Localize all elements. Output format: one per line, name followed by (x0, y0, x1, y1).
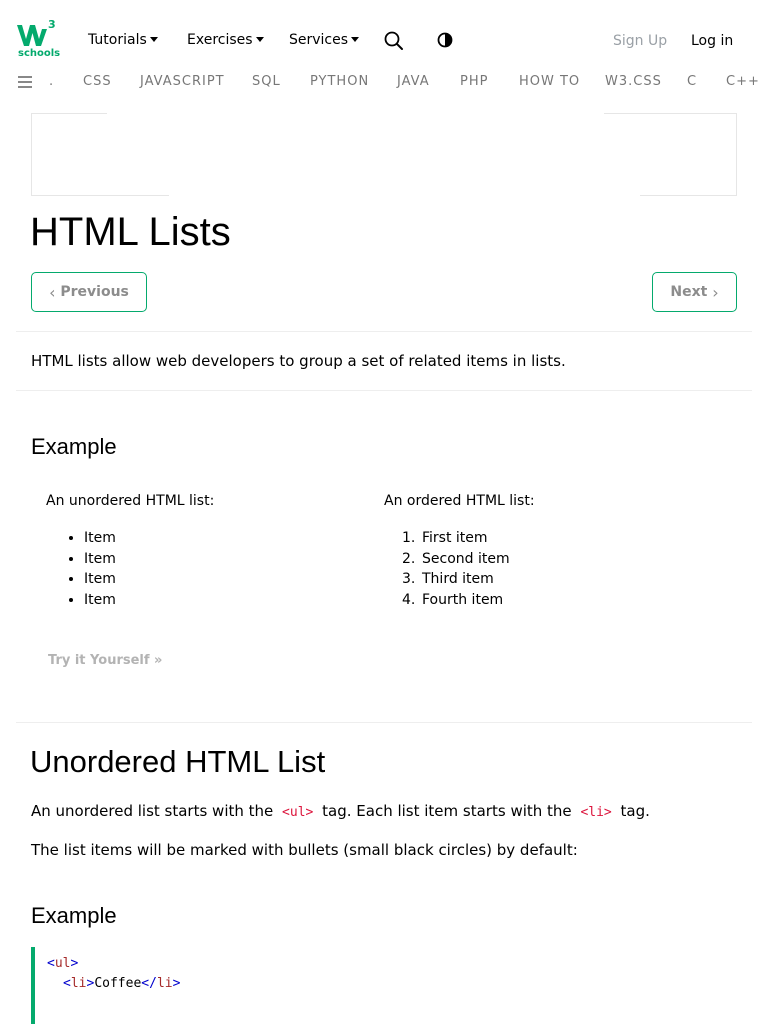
unordered-description (31, 802, 650, 820)
try-it-yourself-button[interactable]: Try it Yourself » (48, 653, 163, 668)
caret-down-icon (150, 37, 158, 42)
contrast-icon[interactable] (435, 30, 459, 54)
list-number: 2. (402, 550, 416, 567)
section-title: Unordered HTML List (30, 744, 326, 779)
w3schools-logo[interactable] (16, 18, 61, 62)
exercises-label: Exercises (187, 32, 253, 48)
divider (16, 390, 752, 391)
next-label: Next (670, 284, 708, 300)
list-item: • Item (84, 590, 116, 611)
code-example (31, 947, 737, 1024)
chevron-left-icon: ‹ (49, 282, 56, 302)
ordered-list-example (402, 528, 510, 610)
subnav-item-css[interactable]: CSS (83, 74, 112, 89)
list-number: 3. (402, 571, 416, 587)
caret-down-icon (256, 37, 264, 42)
list-item (402, 549, 510, 570)
list-text: Second item (422, 550, 510, 567)
list-item: • Item (84, 569, 116, 590)
services-label: Services (289, 32, 349, 48)
list-number: 1. (402, 530, 416, 546)
list-item (402, 590, 510, 611)
subnav-item-java[interactable]: JAVA (397, 74, 430, 89)
code-li-tag: <li> (580, 805, 612, 820)
list-number: 4. (402, 591, 416, 608)
list-text: First item (422, 530, 488, 546)
top-navigation (0, 0, 768, 112)
example-heading: Example (31, 903, 117, 928)
page-title: HTML Lists (30, 210, 231, 254)
subnav-item-how-to[interactable]: HOW TO (519, 74, 581, 89)
bullets-description: The list items will be marked with bullets (small black circles) by default: (31, 841, 578, 859)
subnav-item-python[interactable]: PYTHON (310, 74, 370, 89)
text-fragment: An unordered list starts with the (31, 802, 274, 820)
list-text: Third item (422, 571, 494, 587)
log-in-link[interactable]: Log in (691, 33, 734, 49)
tutorials-label: Tutorials (88, 32, 147, 48)
w3-logo-mark (16, 22, 50, 48)
sign-up-link[interactable]: Sign Up (613, 33, 668, 49)
services-menu[interactable] (289, 32, 359, 54)
tutorials-menu[interactable] (88, 32, 158, 54)
ad-placeholder (31, 113, 737, 197)
list-item: • Item (84, 549, 116, 570)
logo-superscript: 3 (48, 18, 56, 31)
subnav-item-truncated[interactable]: . (49, 74, 55, 89)
divider (16, 331, 752, 332)
divider (16, 722, 752, 723)
search-icon[interactable] (383, 30, 407, 54)
subnav-item-w3css[interactable]: W3.CSS (605, 74, 662, 89)
subnav-item-sql[interactable]: SQL (252, 74, 281, 89)
caret-down-icon (351, 37, 359, 42)
subnav-item-javascript[interactable]: JAVASCRIPT (140, 74, 225, 89)
text-fragment: tag. (620, 802, 650, 820)
ordered-list-label: An ordered HTML list: (384, 493, 535, 509)
logo-text: schools (18, 48, 61, 59)
subnav-item-cpp[interactable]: C++ (726, 74, 760, 89)
subnav-item-c[interactable]: C (687, 74, 698, 89)
unordered-list-label: An unordered HTML list: (46, 493, 215, 509)
intro-text: HTML lists allow web developers to group a set of related items in lists. (31, 352, 566, 370)
previous-button[interactable] (31, 272, 147, 312)
code-ul-tag: <ul> (282, 805, 314, 820)
example-heading: Example (31, 434, 117, 459)
code-line: <ul> (47, 956, 79, 971)
list-item (402, 528, 510, 549)
subnav-item-php[interactable]: PHP (460, 74, 489, 89)
menu-icon[interactable] (18, 76, 32, 88)
list-text: Fourth item (422, 591, 504, 608)
exercises-menu[interactable] (187, 32, 264, 54)
unordered-list-example (84, 528, 116, 610)
previous-label: Previous (60, 284, 129, 300)
next-button[interactable] (652, 272, 737, 312)
topics-nav (0, 70, 768, 96)
list-item: • Item (84, 528, 116, 549)
code-line: <li>Coffee</li> (63, 976, 181, 991)
list-item (402, 569, 510, 590)
chevron-right-icon: › (712, 282, 719, 302)
text-fragment: tag. Each list item starts with the (322, 802, 572, 820)
